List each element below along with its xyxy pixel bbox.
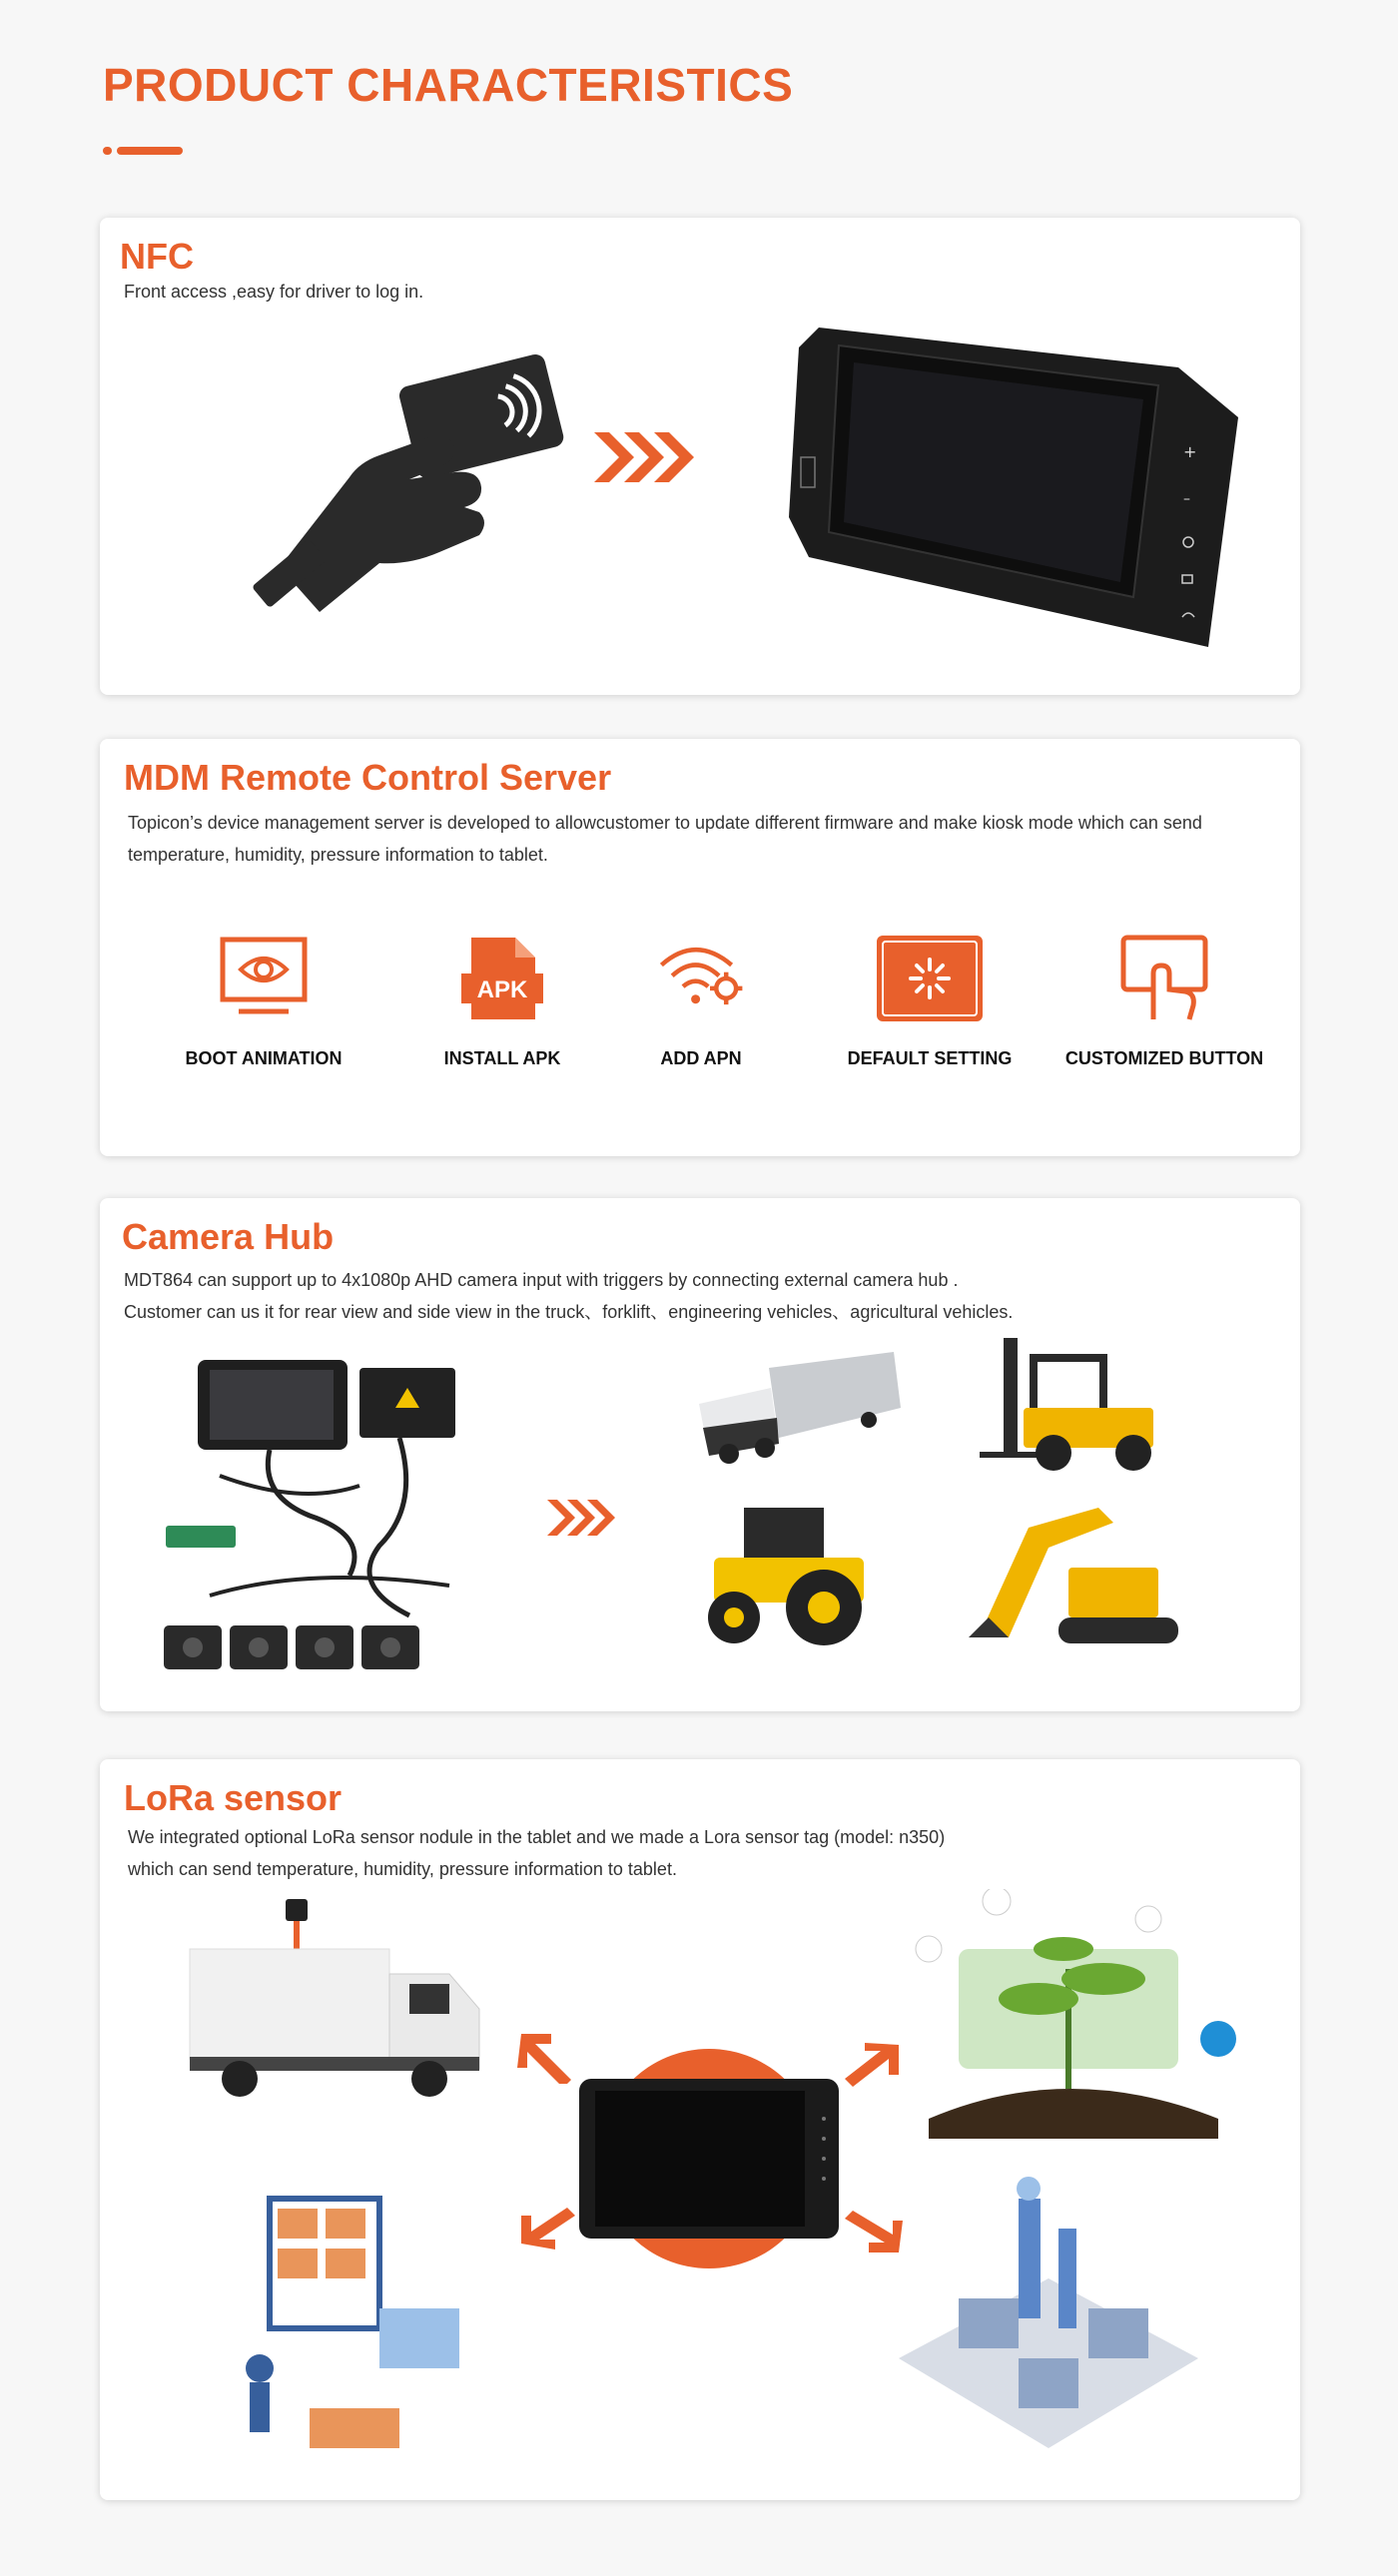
feature-label: BOOT ANIMATION — [185, 1048, 343, 1068]
feature-label: CUSTOMIZED BUTTON — [1064, 1048, 1264, 1068]
eye-monitor-icon — [219, 934, 309, 1023]
feature-label: ADD APN — [660, 1048, 742, 1068]
nfc-card — [100, 218, 1300, 695]
feature-customized-button — [1054, 934, 1274, 1069]
apk-badge-text: APK — [476, 976, 528, 1003]
feature-install-apk — [392, 934, 612, 1069]
logistics-warehouse-image — [200, 2169, 519, 2468]
lora-title: LoRa sensor — [124, 1777, 343, 1818]
smart-factory-image — [879, 2159, 1218, 2478]
lora-description-line: We integrated optional LoRa sensor nodule in the tablet and we made a Lora sensor tag (model: n350) — [128, 1827, 946, 1847]
tractor-image — [674, 1498, 894, 1647]
camera-description-line: MDT864 can support up to 4x1080p AHD camera input with triggers by connecting external camera hub . — [124, 1270, 959, 1290]
lora-card — [100, 1759, 1300, 2500]
hand-card-icon — [240, 337, 619, 637]
touch-button-icon — [1119, 934, 1209, 1023]
loading-screen-icon — [875, 934, 985, 1023]
camera-title: Camera Hub — [122, 1216, 335, 1257]
arrow-down-left-icon — [511, 2204, 591, 2254]
camera-description — [124, 1264, 1282, 1328]
nfc-description: Front access ,easy for driver to log in. — [124, 282, 424, 302]
center-tablet-image — [559, 2039, 859, 2278]
feature-boot-animation — [154, 934, 373, 1069]
lora-description-line: which can send temperature, humidity, pressure information to tablet. — [128, 1859, 677, 1879]
svg-text:+: + — [1183, 442, 1197, 461]
lora-description — [128, 1821, 1266, 1885]
title-underline — [103, 147, 183, 155]
camera-hub-card — [100, 1198, 1300, 1711]
feature-add-apn — [591, 934, 811, 1069]
excavator-image — [949, 1488, 1188, 1657]
feature-default-setting — [820, 934, 1040, 1069]
forklift-image — [974, 1328, 1193, 1478]
cargo-truck-image — [180, 1899, 519, 2129]
truck-image — [679, 1348, 909, 1468]
feature-label: DEFAULT SETTING — [847, 1048, 1013, 1068]
mdm-title: MDM Remote Control Server — [124, 757, 612, 798]
apk-file-icon — [457, 934, 547, 1023]
nfc-title: NFC — [120, 236, 194, 277]
mdm-card — [100, 739, 1300, 1156]
rugged-tablet-image — [779, 308, 1248, 657]
arrows-right-icon — [589, 427, 699, 487]
feature-label: INSTALL APK — [443, 1048, 561, 1068]
camera-hub-kit-image — [150, 1346, 509, 1685]
smart-agriculture-image — [889, 1889, 1258, 2149]
camera-description-line: Customer can us it for rear view and side view in the truck、forklift、engineering vehicles、agricultural vehicles. — [124, 1302, 1014, 1322]
svg-text:–: – — [1183, 491, 1190, 507]
mdm-description: Topicon’s device management server is developed to allowcustomer to update different firmware and make kiosk mode which can send temperature, humidity, pressure information to tablet. — [128, 813, 1202, 865]
page-title: PRODUCT CHARACTERISTICS — [103, 59, 794, 111]
wifi-gear-icon — [656, 934, 746, 1023]
arrows-right-icon — [545, 1496, 620, 1540]
